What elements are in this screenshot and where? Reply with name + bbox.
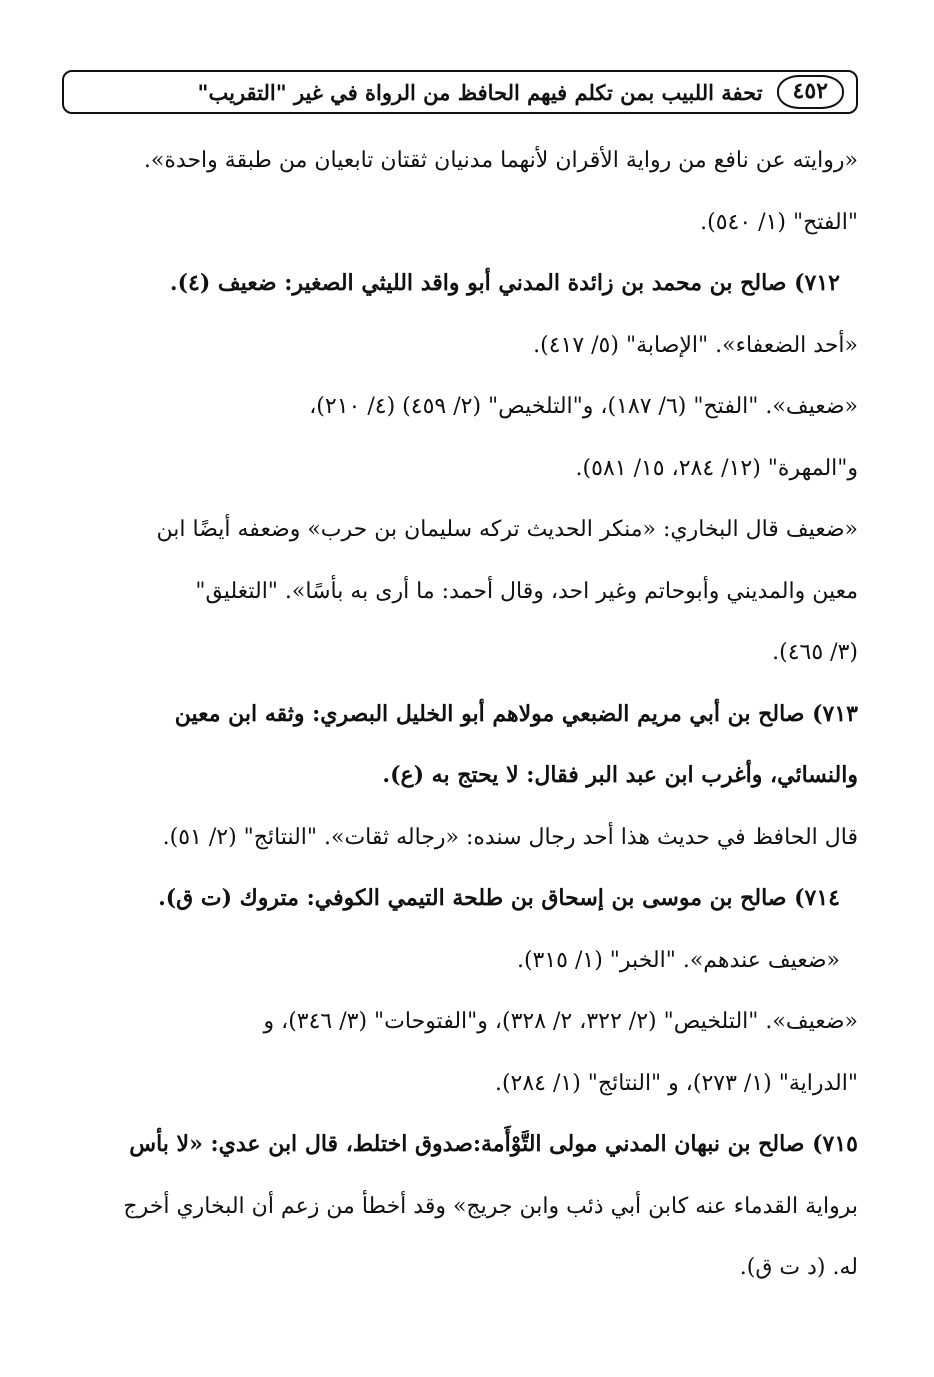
- page-body: [62, 130, 858, 1299]
- text-line-14: «ضعيف عندهم». "الخبر" (١/ ٣١٥).: [516, 947, 840, 973]
- text-line-8: معين والمديني وأبوحاتم وغير احد، وقال أحمد: ما أرى به بأسًا». "التغليق": [195, 578, 858, 604]
- entry-712-heading: ٧١٢) صالح بن محمد بن زائدة المدني أبو واقد الليثي الصغير: ضعيف (٤).: [169, 270, 840, 296]
- page-number: ٤٥٢: [777, 75, 844, 109]
- page-header: [62, 70, 858, 114]
- text-line-4: «أحد الضعفاء». "الإصابة" (٥/ ٤١٧).: [533, 332, 858, 358]
- text-line-5: «ضعيف». "الفتح" (٦/ ١٨٧)، و"التلخيص" (٢/ ٤٥٩) (٤/ ٢١٠)،: [309, 394, 858, 419]
- text-line-6: و"المهرة" (١٢/ ٢٨٤، ١٥/ ٥٨١).: [575, 455, 858, 481]
- text-line-15: «ضعيف». "التلخيص" (٢/ ٣٢٢، ٢/ ٣٢٨)، و"الفتوحات" (٣/ ٣٤٦)، و: [263, 1009, 858, 1034]
- text-line-18: برواية القدماء عنه كابن أبي ذئب وابن جريج» وقد أخطأ من زعم أن البخاري أخرج: [123, 1193, 858, 1219]
- text-line-1: «روايته عن نافع من رواية الأقران لأنهما مدنيان ثقتان تابعيان من طبقة واحدة».: [143, 148, 858, 173]
- text-line-16: "الدراية" (١/ ٢٧٣)، و "النتائج" (١/ ٢٨٤).: [494, 1070, 858, 1096]
- text-line-2: "الفتح" (١/ ٥٤٠).: [700, 209, 858, 235]
- text-line-19: له. (د ت ق).: [739, 1255, 858, 1280]
- entry-714-heading: ٧١٤) صالح بن موسى بن إسحاق بن طلحة التيمي الكوفي: متروك (ت ق).: [158, 885, 840, 911]
- entry-715-heading: ٧١٥) صالح بن نبهان المدني مولى التَّوْأَمة:صدوق اختلط، قال ابن عدي: «لا بأس: [129, 1131, 858, 1157]
- text-line-9: (٣/ ٤٦٥).: [772, 640, 858, 665]
- text-line-12: قال الحافظ في حديث هذا أحد رجال سنده: «رجاله ثقات». "النتائج" (٢/ ٥١).: [162, 824, 858, 850]
- text-line-7: «ضعيف قال البخاري: «منكر الحديث تركه سليمان بن حرب» وضعفه أيضًا ابن: [156, 517, 858, 542]
- entry-713-heading: ٧١٣) صالح بن أبي مريم الضبعي مولاهم أبو الخليل البصري: وثقه ابن معين: [174, 700, 858, 727]
- entry-713-continuation: والنسائي، وأغرب ابن عبد البر فقال: لا يحتج به (ع).: [382, 762, 858, 788]
- book-title: تحفة اللبيب بمن تكلم فيهم الحافظ من الرواة في غير "التقريب": [197, 79, 763, 105]
